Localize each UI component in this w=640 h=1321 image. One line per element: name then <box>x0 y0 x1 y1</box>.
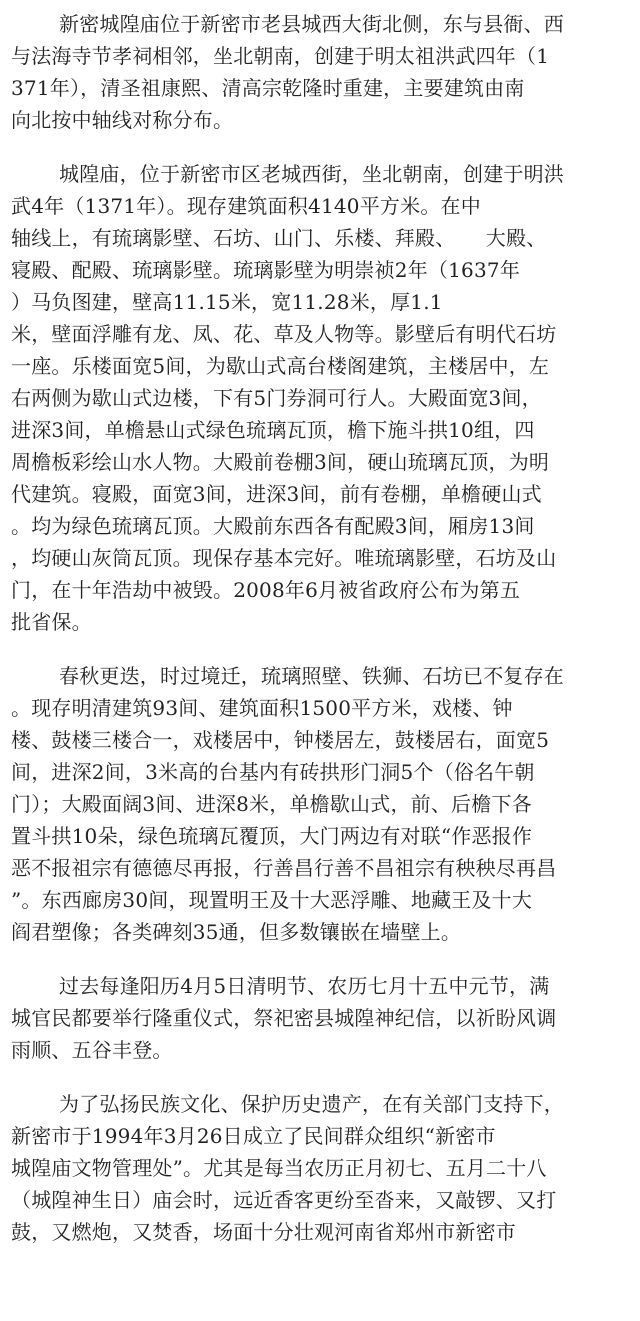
text-line: 为了弘扬民族文化、保护历史遗产，在有关部门支持下， <box>59 1092 564 1116</box>
text-line: 城隍庙，位于新密市区老城西街，坐北朝南，创建于明洪 <box>59 162 564 186</box>
text-line: 春秋更迭，时过境迁，琉璃照壁、铁狮、石坊已不复存在 <box>59 664 564 688</box>
text-line: 。现存明清建筑93间、建筑面积1500平方米，戏楼、钟 <box>11 696 513 720</box>
text-line: 雨顺、五谷丰登。 <box>11 1038 173 1062</box>
text-line: 周檐板彩绘山水人物。大殿前卷棚3间，硬山琉璃瓦顶，为明 <box>11 450 550 474</box>
text-line: 寝殿、配殿、琉璃影壁。琉璃影壁为明崇祯2年（1637年 <box>11 258 521 282</box>
paragraph-temple-description <box>0 158 640 638</box>
text-line: 进深3间，单檐悬山式绿色琉璃瓦顶，檐下施斗拱10组，四 <box>11 418 535 442</box>
text-line: 置斗拱10朵，绿色琉璃瓦覆顶，大门两边有对联“作恶报作 <box>11 824 533 848</box>
text-line: 阎君塑像；各类碑刻35通，但多数镶嵌在墙壁上。 <box>11 920 462 944</box>
text-line: ）马负图建，壁高11.15米，宽11.28米，厚1.1 <box>11 290 443 314</box>
text-line: （城隍神生日）庙会时，远近香客更纷至沓来，又敲锣、又打 <box>11 1188 557 1212</box>
text-line: 恶不报祖宗有德德尽再报，行善昌行善不昌祖宗有秧秧尽再昌 <box>11 856 557 880</box>
text-line: 一座。乐楼面宽5间，为歇山式高台楼阁建筑，主楼居中，左 <box>11 354 550 378</box>
text-line: ”。东西廊房30间，现置明王及十大恶浮雕、地藏王及十大 <box>11 888 533 912</box>
text-line: 武4年（1371年）。现存建筑面积4140平方米。在中 <box>11 194 481 218</box>
text-line: ，均硬山灰筒瓦顶。现保存基本完好。唯琉璃影壁，石坊及山 <box>11 546 557 570</box>
text-line: 轴线上，有琉璃影壁、石坊、山门、乐楼、拜殿、 大殿、 <box>11 226 547 250</box>
text-line: 门，在十年浩劫中被毁。2008年6月被省政府公布为第五 <box>11 578 521 602</box>
text-line: 门）；大殿面阔3间、进深8米，单檐歇山式，前、后檐下各 <box>11 792 532 816</box>
text-line: 与法海寺节孝祠相邻，坐北朝南，创建于明太祖洪武四年（1 <box>11 44 550 68</box>
text-line: 371年），清圣祖康熙、清高宗乾隆时重建，主要建筑由南 <box>11 76 525 100</box>
text-line: 过去每逢阳历4月5日清明节、农历七月十五中元节，满 <box>59 974 550 998</box>
text-line: 批省保。 <box>11 610 92 634</box>
text-line: 代建筑。寝殿，面宽3间，进深3间，前有卷棚，单檐硬山式 <box>11 482 542 506</box>
paragraph-festivals <box>0 970 640 1066</box>
text-line: 间，进深2间，3米高的台基内有砖拱形门洞5个（俗名午朝 <box>11 760 535 784</box>
text-line: 。均为绿色琉璃瓦顶。大殿前东西各有配殿3间，厢房13间 <box>11 514 535 538</box>
text-line: 新密城隍庙位于新密市老县城西大街北侧，东与县衙、西 <box>59 12 564 36</box>
text-line: 右两侧为歇山式边楼，下有5门券洞可行人。大殿面宽3间， <box>11 386 542 410</box>
text-line: 鼓，又燃炮，又焚香，场面十分壮观河南省郑州市新密市 <box>11 1220 516 1244</box>
text-line: 城官民都要举行隆重仪式，祭祀密县城隍神纪信，以祈盼风调 <box>11 1006 557 1030</box>
text-line: 米，壁面浮雕有龙、凤、花、草及人物等。影壁后有明代石坊 <box>11 322 557 346</box>
text-line: 城隍庙文物管理处”。尤其是每当农历正月初七、五月二十八 <box>11 1156 547 1180</box>
paragraph-intro <box>0 0 640 136</box>
text-line: 新密市于1994年3月26日成立了民间群众组织“新密市 <box>11 1124 496 1148</box>
text-line: 楼、鼓楼三楼合一，戏楼居中，钟楼居左，鼓楼居右，面宽5 <box>11 728 550 752</box>
text-line: 向北按中轴线对称分布。 <box>11 108 234 132</box>
paragraph-current-buildings <box>0 660 640 948</box>
paragraph-preservation <box>0 1088 640 1248</box>
